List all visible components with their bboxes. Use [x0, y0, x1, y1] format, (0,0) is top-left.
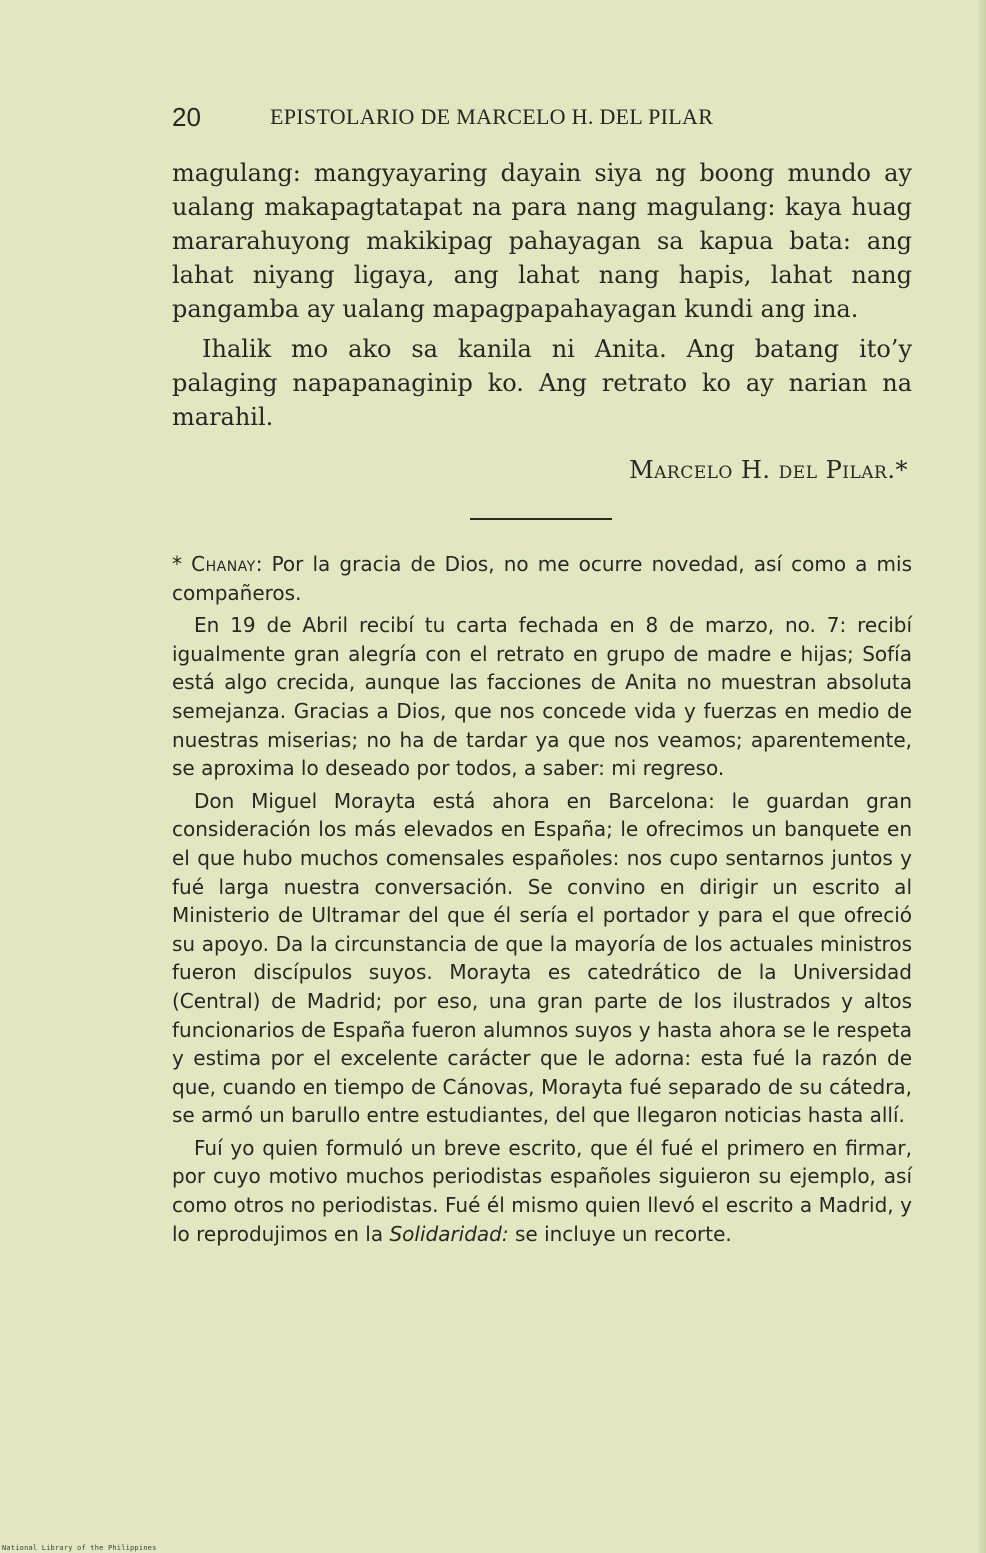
footnote-addressee: Chanay: [191, 552, 256, 576]
footnote-text: se incluye un recorte.: [508, 1221, 732, 1246]
footnote-paragraph: Don Miguel Morayta está ahora en Barcelona: le guardan gran consideración los más elevados en España; le ofrecimos un banquete en el que hubo muchos comensales españoles: nos cupo sentarnos juntos y fué larga nuestra conversación. Se convino en dirigir un escrito al Ministerio de Ultramar del que él sería el portador y para el que ofreció su apoyo. Da la circunstancia de que la mayoría de los actuales ministros fueron discípulos suyos. Morayta es catedrático de la Universidad (Central) de Madrid; por eso, una gran parte de los ilustrados y altos funcionarios de España fueron alumnos suyos y hasta ahora se le respeta y estima por el excelente carácter que le adorna: esta fué la razón de que, cuando en tiempo de Cánovas, Morayta fué separado de su cátedra, se armó un barullo entre estudiantes, del que llegaron noticias hasta allí.: [172, 788, 912, 1128]
footnote-divider: [470, 518, 612, 520]
letter-paragraph: magulang: mangyayaring dayain siya ng boong mundo ay ualang makapagtatapat na para nang magulang: kaya huag mararahuyong makikipag pahayagan sa kapua bata: ang lahat niyang ligaya, ang lahat nang hapis, lahat nang pangamba ay ualang mapagpapahayagan kundi ang ina.: [172, 159, 912, 323]
footnote-marker: *: [172, 552, 192, 576]
letter-signature: Marcelo H. del Pilar.*: [629, 456, 908, 484]
library-credit: National Library of the Philippines: [2, 1544, 157, 1552]
footnote-text: Fuí yo quien formuló un breve escrito, que él fué el primero en firmar, por cuyo motivo muchos periodistas españoles siguieron su ejemplo, así como otros no periodistas. Fué él mismo quien llevó el escrito a Madrid, y lo reprodujimos en la: [172, 1135, 912, 1246]
letter-paragraph: Ihalik mo ako sa kanila ni Anita. Ang batang ito’y palaging napapanaginip ko. Ang retrato ko ay narian na marahil.: [172, 335, 912, 431]
footnote-paragraph: [172, 1134, 912, 1248]
page-edge-shadow: [978, 0, 986, 1553]
footnote-paragraph: En 19 de Abril recibí tu carta fechada en 8 de marzo, no. 7: recibí igualmente gran alegría con el retrato en grupo de madre e hijas; Sofía está algo crecida, aunque las facciones de Anita no muestran absoluta semejanza. Gracias a Dios, que nos concede vida y fuerzas en medio de nuestras miserias; no ha de tardar ya que nos veamos; aparentemente, se aproxima lo deseado por todos, a saber: mi regreso.: [172, 613, 912, 781]
running-head: EPISTOLARIO DE MARCELO H. DEL PILAR: [270, 104, 714, 129]
page-number: 20: [172, 102, 201, 132]
footnote-text: : Por la gracia de Dios, no me ocurre novedad, así como a mis compañeros.: [172, 552, 913, 605]
main-letter-text: [172, 156, 912, 434]
newspaper-title: Solidaridad:: [389, 1221, 509, 1246]
footnote-paragraph: [172, 550, 912, 607]
footnote-translation: [172, 550, 912, 1248]
page-header: [172, 100, 912, 136]
